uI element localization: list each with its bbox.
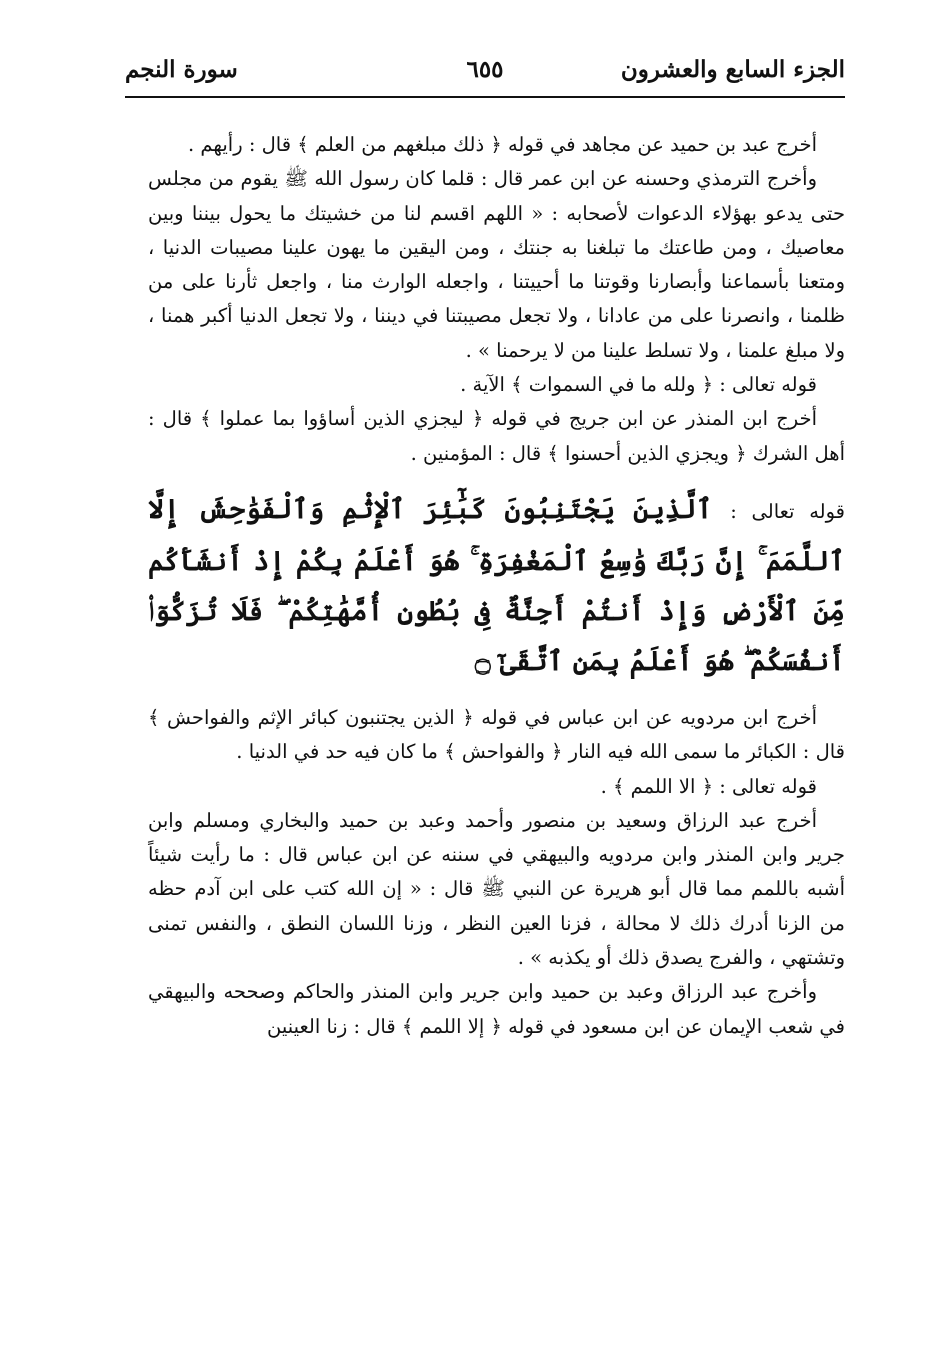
paragraph: قوله تعالى : ﴿ الا اللمم ﴾ .	[600, 774, 817, 798]
running-header	[125, 52, 845, 92]
paragraph: أخرج عبد بن حميد عن مجاهد في قوله ﴿ ذلك مبلغهم من العلم ﴾ قال : رأيهم .	[188, 133, 817, 156]
header-rule	[125, 96, 845, 98]
paragraph: أخرج ابن المنذر عن ابن جريج في قوله ﴿ ليجزي الذين أساؤوا بما عملوا ﴾ قال : أهل الشرك ﴿ ويجزي الذين أحسنوا ﴾ قال : المؤمنين .	[148, 407, 845, 465]
paragraph: وأخرج الترمذي وحسنه عن ابن عمر قال : قلما كان رسول الله ﷺ يقوم من مجلس حتى يدعو بهؤلاء الدعوات لأصحابه : « اللهم اقسم لنا من خشيتك ما يحول بيننا وبين معاصيك ، ومن طاعتك ما تبلغنا به جنتك ، ومن اليقين ما يهون علينا مصيبات الدنيا ، ومتعنا بأسماعنا وأبصارنا وقوتنا ما أحييتنا ، واجعله الوارث منا ، واجعل ثأرنا على من ظلمنا ، وانصرنا على من عادانا ، ولا تجعل مصيبتنا في ديننا ، ولا تجعل الدنيا أكبر همنا ، ولا مبلغ علمنا ، ولا تسلط علينا من لا يرحمنا » .	[148, 167, 845, 362]
surah-title: سورة النجم	[125, 56, 238, 83]
paragraph: وأخرج عبد الرزاق وعبد بن حميد وابن جرير وابن المنذر والحاكم وصححه والبيهقي في شعب الإيمان عن ابن مسعود في قوله ﴿ إلا اللمم ﴾ قال : زنا العينين	[148, 980, 845, 1038]
paragraph: أخرج ابن مردويه عن ابن عباس في قوله ﴿ الذين يجتنبون كبائر الإثم والفواحش ﴾ قال : الكبائر ما سمى الله فيه النار ﴿ والفواحش ﴾ ما كان فيه حد في الدنيا .	[148, 705, 845, 764]
page-number: ٦٥٥	[466, 56, 504, 83]
part-title: الجزء السابع والعشرون	[620, 56, 845, 83]
verse-lead: قوله تعالى :	[730, 499, 845, 523]
quran-verse: ٱلَّذِينَ يَجْتَنِبُونَ كَبَٰٓئِرَ ٱلْإِثْمِ وَٱلْفَوَٰحِشَ إِلَّا ٱللَّمَمَ ۚ إِنَّ رَبَّكَ وَٰسِعُ ٱلْمَغْفِرَةِ ۚ هُوَ أَعْلَمُ بِكُمْ إِذْ أَنشَأَكُم مِّنَ ٱلْأَرْضِ وَإِذْ أَنتُمْ أَجِنَّةٌ فِى بُطُونِ أُمَّهَٰتِكُمْ ۖ فَلَا تُزَكُّوٓا۟ أَنفُسَكُمْ ۖ هُوَ أَعْلَمُ بِمَنِ ٱتَّقَىٰٓ ۝	[148, 493, 845, 677]
paragraph: قوله تعالى : ﴿ ولله ما في السموات ﴾ الآية .	[460, 373, 817, 397]
paragraph: أخرج عبد الرزاق وسعيد بن منصور وأحمد وعبد بن حميد والبخاري ومسلم وابن جرير وابن المنذر وابن مردويه والبيهقي في سننه عن ابن عباس قال : ما رأيت شيئاً أشبه باللمم مما قال أبو هريرة عن النبي ﷺ قال : « إن الله كتب على ابن آدم حظه من الزنا أدرك ذلك لا محالة ، فزنا العين النظر ، وزنا اللسان النطق ، والنفس تمنى وتشتهي ، والفرج يصدق ذلك أو يكذبه » .	[148, 808, 845, 970]
quran-verse-block	[148, 485, 845, 687]
page-body	[148, 128, 845, 1044]
